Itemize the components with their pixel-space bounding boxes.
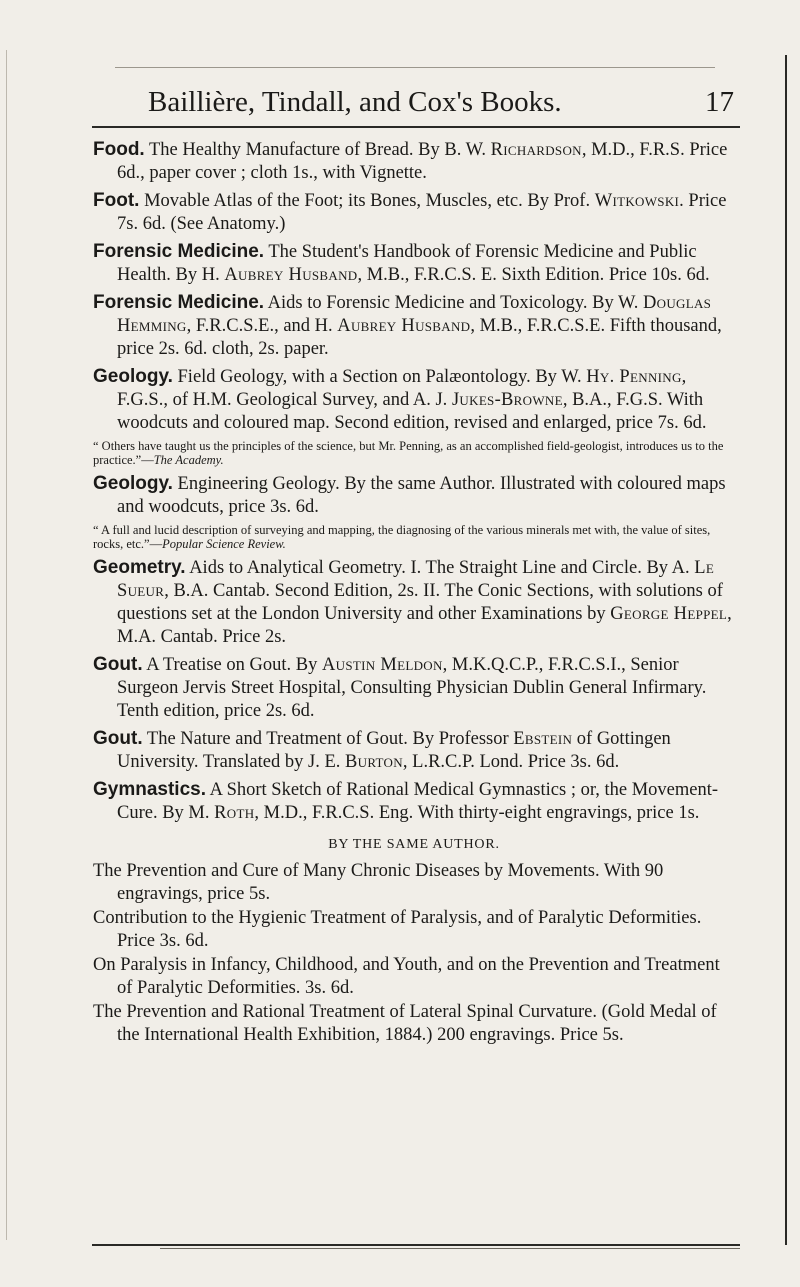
catalogue-entry [93, 138, 735, 185]
entry-author: Aubrey Husband [337, 316, 471, 336]
footer-rule-thin [160, 1248, 740, 1249]
page-title: Baillière, Tindall, and Cox's Books. [148, 86, 562, 118]
same-author-work: The Prevention and Cure of Many Chronic Diseases by Movements. With 90 engravings, price 5s. [93, 861, 664, 904]
entry-keyword: Geology. [93, 473, 173, 494]
entry-keyword: Foot. [93, 190, 140, 211]
top-rule [115, 67, 715, 68]
quote-text: “ A full and lucid description of surveying and mapping, the diagnosing of the various minerals met with, the value of sites, rocks, etc.”— [93, 523, 711, 551]
entry-author: Austin Meldon [322, 655, 443, 675]
catalogue-entry [93, 653, 735, 723]
same-author-work: On Paralysis in Infancy, Childhood, and Youth, and on the Prevention and Treatment of Paralytic Deformities. 3s. 6d. [93, 955, 720, 998]
entry-keyword: Geometry. [93, 557, 186, 578]
same-author-work: The Prevention and Rational Treatment of Lateral Spinal Curvature. (Gold Medal of the International Health Exhibition, 1884.) 200 engravings. Price 5s. [93, 1002, 717, 1045]
entry-author: Ebstein [513, 729, 573, 749]
page-edge-left [6, 50, 7, 1240]
entry-author: Douglas Hemming [117, 293, 712, 336]
entry-keyword: Gout. [93, 654, 143, 675]
entry-keyword: Gymnastics. [93, 779, 206, 800]
entry-author: George Heppel [610, 604, 728, 624]
same-author-heading: BY THE SAME AUTHOR. [328, 837, 500, 852]
entry-text: Aids to Analytical Geometry. I. The Straight Line and Circle. By A. [189, 558, 695, 578]
catalogue-entry [93, 727, 735, 774]
review-quote [93, 523, 735, 551]
entry-text: , M.D., F.R.C.S. Eng. With thirty-eight engravings, price 1s. [254, 803, 700, 823]
catalogue-entry [93, 291, 735, 361]
page-edge-right [785, 55, 787, 1245]
catalogue-entry [93, 472, 735, 519]
entry-text: , F.R.C.S.E., and H. [186, 316, 338, 336]
entry-author: Witkowski [594, 191, 680, 211]
entry-text: , M.K.Q.C.P., F.R.C.S.I., Senior Surgeon Jervis Street Hospital, Consulting Physician Dublin General Infirmary. Tenth edition, price 2s. 6d. [117, 655, 707, 721]
catalogue-entry [93, 240, 735, 287]
entry-text: , B.A., F.G.S. With woodcuts and coloured map. Second edition, revised and enlarged, price 7s. 6d. [117, 390, 707, 433]
entry-keyword: Food. [93, 139, 145, 160]
quote-text: “ Others have taught us the principles of the science, but Mr. Penning, as an accomplished field-geologist, introduces us to the practice.”— [93, 439, 724, 467]
same-author-works-list [93, 860, 735, 1047]
catalogue-entry [93, 189, 735, 236]
entry-author: Roth [214, 803, 255, 823]
entry-author: Burton [345, 752, 403, 772]
entry-text: Aids to Forensic Medicine and Toxicology. By W. [267, 293, 644, 313]
entry-text: . Price 7s. 6d. (See Anatomy.) [117, 191, 727, 234]
entry-text: , M.D., F.R.S. Price 6d., paper cover ; cloth 1s., with Vignette. [117, 140, 728, 183]
entry-text: A Treatise on Gout. By [146, 655, 322, 675]
header-rule [92, 126, 740, 128]
entry-text: , M.B., F.R.C.S. E. Sixth Edition. Price 10s. 6d. [357, 265, 710, 285]
quote-source: The Academy. [153, 453, 224, 467]
entry-text: , L.R.C.P. Lond. Price 3s. 6d. [402, 752, 620, 772]
entry-author: Aubrey Husband [224, 265, 358, 285]
entry-keyword: Forensic Medicine. [93, 292, 265, 313]
catalogue-entry [93, 778, 735, 825]
entry-text: Engineering Geology. By the same Author. Illustrated with coloured maps and woodcuts, price 3s. 6d. [117, 474, 726, 517]
catalogue-entries [93, 138, 735, 1048]
entry-keyword: Gout. [93, 728, 143, 749]
entry-text: The Nature and Treatment of Gout. By Professor [146, 729, 514, 749]
entry-author: Hy. Penning [586, 367, 682, 387]
entry-text: The Healthy Manufacture of Bread. By B. W. [149, 140, 491, 160]
entry-keyword: Geology. [93, 366, 173, 387]
same-author-work: Contribution to the Hygienic Treatment of Paralysis, and of Paralytic Deformities. Price 3s. 6d. [93, 908, 702, 951]
entry-text: Movable Atlas of the Foot; its Bones, Muscles, etc. By Prof. [144, 191, 595, 211]
page-number: 17 [705, 86, 734, 118]
entry-text: A Short Sketch of Rational Medical Gymnastics ; or, the Movement-Cure. By M. [117, 780, 719, 823]
catalogue-entry [93, 365, 735, 435]
entry-text: The Student's Handbook of Forensic Medicine and Public Health. By H. [117, 242, 697, 285]
entry-keyword: Forensic Medicine. [93, 241, 265, 262]
entry-text: Field Geology, with a Section on Palæontology. By W. [177, 367, 587, 387]
footer-rule [92, 1244, 740, 1246]
entry-text: , F.G.S., of H.M. Geological Survey, and A. J. [117, 367, 687, 410]
entry-author: Richardson [490, 140, 582, 160]
quote-source: Popular Science Review. [162, 537, 286, 551]
entry-text: , M.A. Cantab. Price 2s. [117, 604, 732, 647]
entry-text: , M.B., F.R.C.S.E. Fifth thousand, price 2s. 6d. cloth, 2s. paper. [117, 316, 722, 359]
catalogue-entry [93, 556, 735, 649]
entry-text: , B.A. Cantab. Second Edition, 2s. II. The Conic Sections, with solutions of questions set at the London University and other Examinations by [117, 581, 723, 624]
entry-author: Jukes-Browne [451, 390, 563, 410]
entry-author: Le Sueur [117, 558, 715, 601]
review-quote [93, 439, 735, 467]
entry-text: of Gottingen University. Translated by J. E. [117, 729, 671, 772]
entries-list [93, 138, 735, 825]
